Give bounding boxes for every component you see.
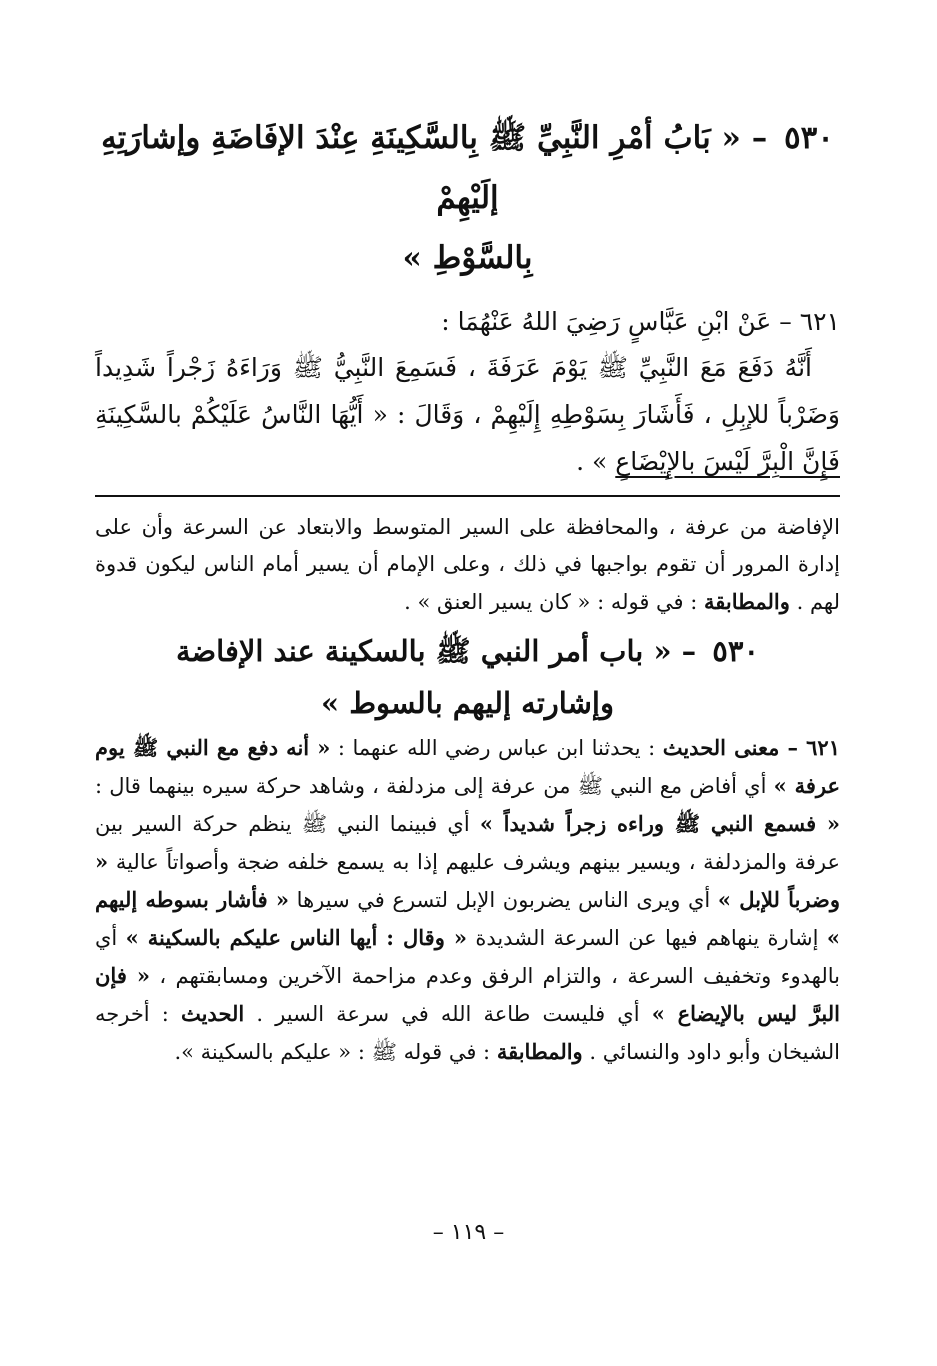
commentary-p5: إشارة ينهاهم فيها عن السرعة الشديدة (475, 926, 819, 950)
hadith-text-underlined: فَإِنَّ الْبِرَّ لَيْسَ بالإِيْضَاعِ (615, 447, 840, 476)
commentary-quote-3: « وضرباً للإبل » (95, 849, 840, 912)
commentary-hadith-label: الحديث (180, 1001, 245, 1026)
commentary-heading-line1: – « باب أمر النبي ﷺ بالسكينة عند الإفاضة (175, 634, 697, 668)
matching-text: : في قوله : « كان يسير العنق » . (404, 590, 698, 614)
commentary-p2: أي أفاض مع النبي ﷺ من عرفة إلى مزدلفة ، وشاهد حركة سيره بينهما قال : (95, 774, 767, 798)
commentary-body (95, 729, 840, 1071)
chapter-dash: – (751, 120, 768, 156)
hadith-text (95, 344, 840, 485)
commentary-quote-2: « فسمع النبي ﷺ وراءه زجراً شديداً » (479, 811, 841, 836)
page-content (95, 108, 840, 1071)
previous-commentary-text: الإفاضة من عرفة ، والمحافظة على السير المتوسط والابتعاد عن السرعة وأن على إدارة المرور أن تقوم بواجبها في ذلك ، وعلى الإمام أن يسير أمام الناس ليكون قدوة لهم . (95, 515, 840, 614)
commentary-heading-number: ٥٣٠ (712, 634, 760, 668)
commentary-number-label: ٦٢١ – معنى الحديث (662, 735, 840, 760)
chapter-number: ٥٣٠ (783, 120, 834, 156)
matching-label: والمطابقة (704, 589, 790, 614)
commentary-quote-6: « فإن البرَّ ليس بالإيضاع » (95, 963, 840, 1026)
commentary-quote-4: « فأشار بسوطه إليهم » (95, 887, 840, 950)
commentary-heading (95, 625, 840, 729)
commentary-heading-line2: وإشارته إليهم بالسوط » (321, 686, 614, 720)
section-divider (95, 495, 840, 497)
commentary-p4: أي ويرى الناس يضربون الإبل لتسرع في سيرها (296, 888, 711, 912)
commentary-p6: أي بالهدوء وتخفيف السرعة ، والتزام الرفق وعدم مزاحمة الآخرين ومسابقتهم ، (95, 926, 840, 988)
commentary-p3: أي فبينما النبي ﷺ ينظم حركة السير بين عرفة والمزدلفة ، ويسير بينهم ويشرف عليهم إذا به يسمع خلفه ضجة وأصواتاً عالية (95, 812, 840, 874)
commentary-p1: : يحدثنا ابن عباس رضي الله عنهما : (337, 736, 656, 760)
previous-commentary (95, 509, 840, 621)
commentary-p9: : في قوله ﷺ : « عليكم بالسكينة ». (174, 1040, 491, 1064)
hadith-text-end: » . (576, 447, 608, 476)
hadith-text-main: أَنَّهُ دَفَعَ مَعَ النَّبِيِّ ﷺ يَوْمَ عَرَفَةَ ، فَسَمِعَ النَّبِيُّ ﷺ وَرَاءَهُ زَجْراً شَدِيداً وَضَرْباً للإبِلِ ، فَأَشَارَ بِسَوْطِهِ إِلَيْهِمْ ، وَقَالَ : « أَيُّهَا النَّاسُ عَلَيْكُمْ بالسَّكِينَةِ (95, 353, 840, 429)
page-number: – ١١٩ – (432, 1220, 505, 1245)
chapter-title-line1: « بَابُ أمْرِ النَّبِيِّ ﷺ بِالسَّكِينَةِ عِنْدَ الإفَاضَةِ وإشارَتِهِ إلَيْهِمْ (101, 120, 741, 216)
chapter-heading (95, 108, 840, 288)
commentary-matching-label: والمطابقة (496, 1039, 583, 1064)
chapter-title-line2: بِالسَّوْطِ » (402, 240, 533, 276)
commentary-p7: أي فليست طاعة الله في سرعة السير . (256, 1002, 640, 1026)
commentary-quote-1: « أنه دفع مع النبي ﷺ يوم عرفة » (95, 735, 841, 798)
commentary-quote-5: « وقال : أيها الناس عليكم بالسكينة » (125, 925, 467, 950)
commentary-p8: : أخرجه الشيخان وأبو داود والنسائي . (95, 1002, 840, 1064)
hadith-intro: ٦٢١ – عَنْ ابْنِ عَبَّاسٍ رَضِيَ اللهُ عَنْهُمَا : (441, 307, 840, 336)
